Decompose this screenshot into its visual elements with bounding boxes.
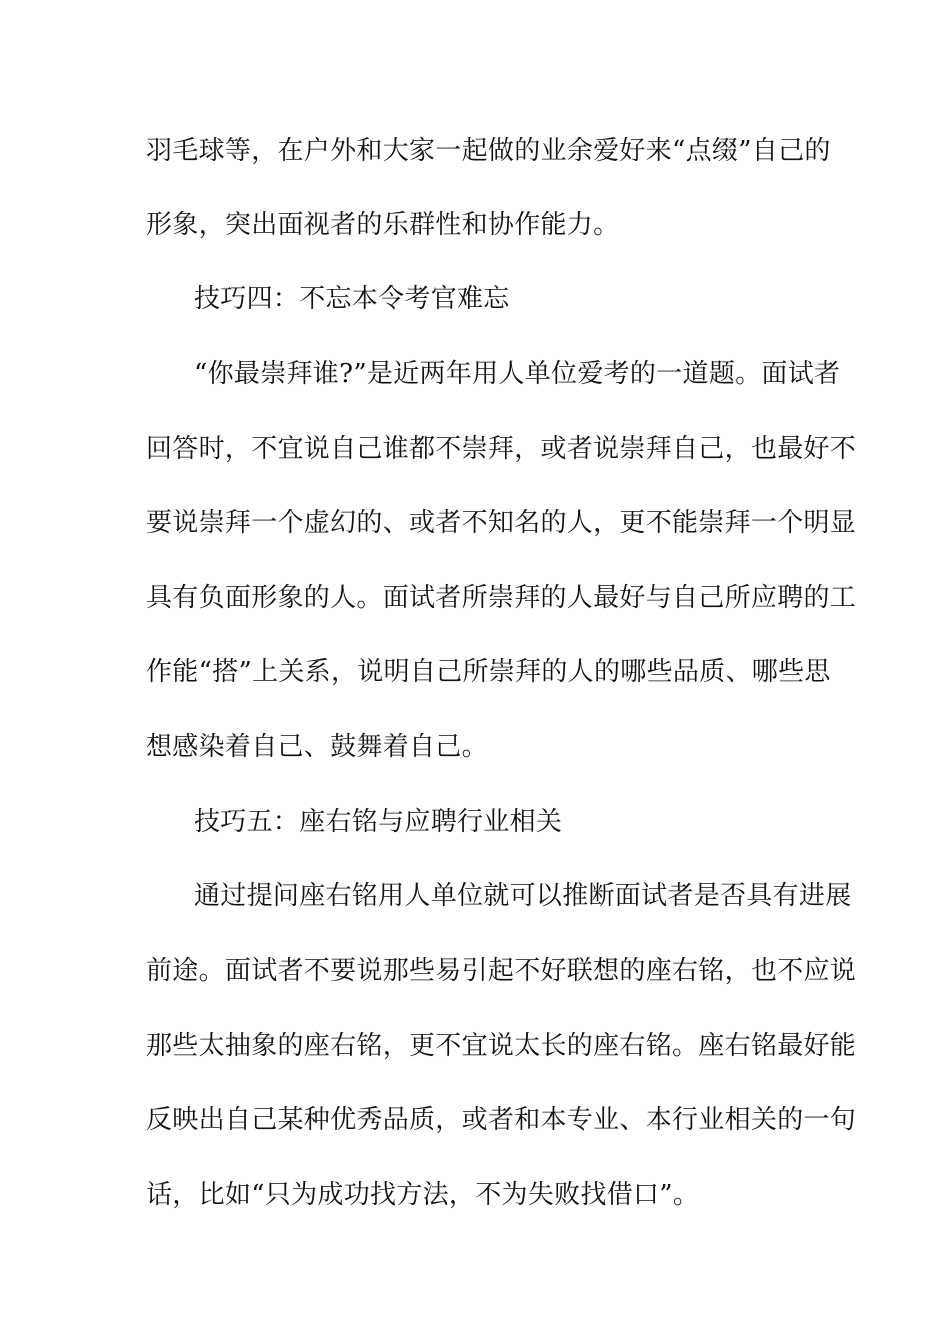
paragraph-line: 作能“搭”上关系，说明自己所崇拜的人的哪些品质、哪些思: [146, 657, 831, 687]
section-heading-tip-four: 技巧四：不忘本令考官难忘: [194, 284, 510, 314]
paragraph-line: 要说崇拜一个虚幻的、或者不知名的人，更不能崇拜一个明显: [146, 508, 857, 538]
paragraph-line: 话，比如“只为成功找方法，不为失败找借口”。: [146, 1180, 700, 1210]
paragraph-line: 想感染着自己、鼓舞着自己。: [146, 732, 488, 762]
paragraph-line: 回答时，不宜说自己谁都不崇拜，或者说崇拜自己，也最好不: [146, 434, 857, 464]
paragraph-line: 具有负面形象的人。面试者所崇拜的人最好与自己所应聘的工: [146, 583, 857, 613]
paragraph-line: 通过提问座右铭用人单位就可以推断面试者是否具有进展: [194, 881, 852, 911]
paragraph-line: 羽毛球等，在户外和大家一起做的业余爱好来“点缀”自己的: [146, 136, 831, 166]
paragraph-line: 那些太抽象的座右铭，更不宜说太长的座右铭。座右铭最好能: [146, 1031, 857, 1061]
paragraph-line: 前途。面试者不要说那些易引起不好联想的座右铭，也不应说: [146, 956, 857, 986]
paragraph-line: 反映出自己某种优秀品质，或者和本专业、本行业相关的一句: [146, 1105, 857, 1135]
paragraph-line: “你最崇拜谁?”是近两年用人单位爱考的一道题。面试者: [194, 359, 841, 389]
section-heading-tip-five: 技巧五：座右铭与应聘行业相关: [194, 807, 563, 837]
paragraph-line: 形象，突出面视者的乐群性和协作能力。: [146, 210, 620, 240]
